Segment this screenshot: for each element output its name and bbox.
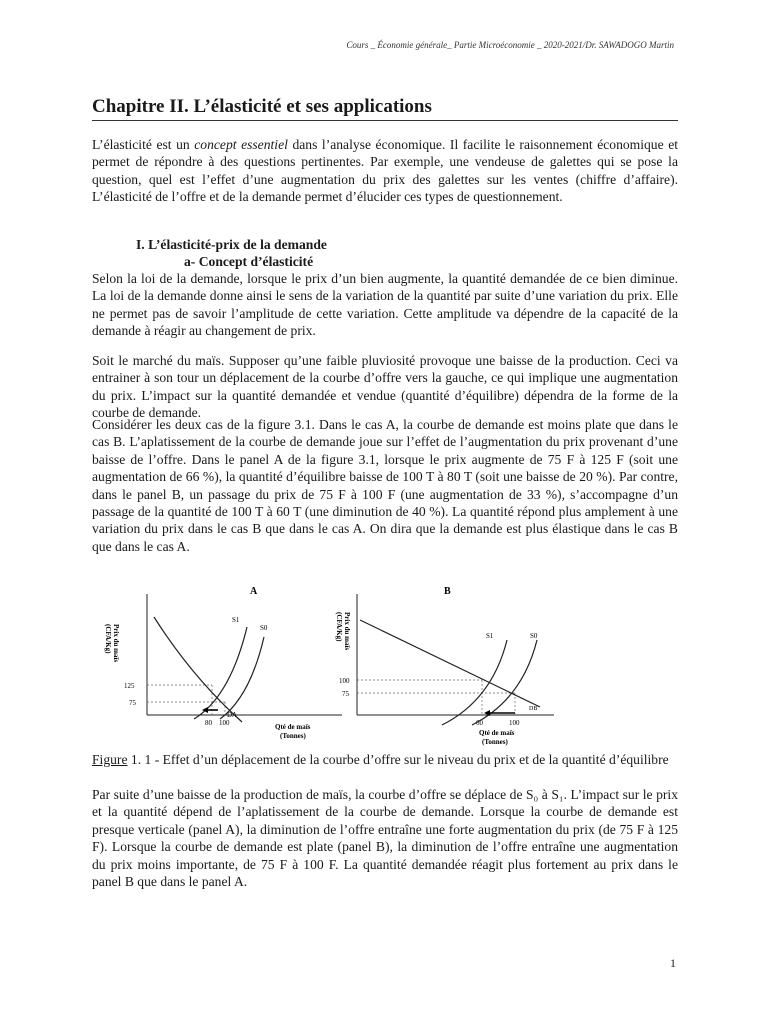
paragraph-figure-discussion: Considérer les deux cas de la figure 3.1. Dans le cas A, la courbe de demande est moins plate que dans le cas B. L’aplatissement de la courbe de demande joue sur l’effet de l’augmentation du prix provenant d’une baisse de l’offre. Dans le panel A de la figure 3.1, lorsque le prix augmente de 75 F à 125 F (soit une augmentation de 66 %), la quantité d’équilibre baisse de 100 T à 80 T (soit une baisse de 20 %). Par contre, dans le panel B, un passage du prix de 75 F à 100 F (une augmentation de 33 %), s’accompagne d’un passage de la quantité de 100 T à 60 T (une diminution de 40 %). La quantité répond plus amplement à une variation du prix dans le cas B que dans le cas A. On dira que la demande est plus élastique dans le cas B que dans le cas A. (92, 417, 678, 554)
panel-a-s0-label: S0 (260, 624, 268, 632)
panel-a-price-tick-125: 125 (124, 682, 135, 690)
intro-text-end: dans l’analyse économique. Il facilite le raisonnement économique et permet de répondre à des questions pertinentes. Par exemple, une vendeuse de galettes qui se pose la question, quel est l’effet d’une augmentation du prix des galettes sur les ventes (chiffre d’affaire). L’élasticité de l’offre et de la demande permet d’élucider ces types de questionnement. (92, 137, 679, 205)
intro-paragraph (92, 136, 678, 206)
panel-b-qty-tick-60: 60 (476, 719, 483, 727)
chapter-title: Chapitre II. L’élasticité et ses applications (92, 96, 678, 121)
panel-b-price-tick-100: 100 (339, 677, 350, 685)
panel-b-s0-label: S0 (530, 632, 538, 640)
panel-b-s1-label: S1 (486, 632, 494, 640)
intro-emphasis: concept essentiel (194, 137, 288, 152)
panel-a-demand-curve (154, 617, 242, 722)
panel-a-ylabel-unit: (CFA/Kg) (104, 624, 112, 654)
panel-a-qty-tick-80: 80 (205, 719, 212, 727)
paragraph-maize-market: Soit le marché du maïs. Supposer qu’une faible pluviosité provoque une baisse de la production. Ceci va entrainer à son tour un déplacement de la courbe d’offre vers la gauche, ce qui implique une augmentation du prix. L’impact sur la quantité demandée et vendue (quantité d’équilibre) dépendra de la forme de la courbe de demande. (92, 353, 678, 421)
panel-b-qty-tick-100: 100 (509, 719, 520, 727)
panel-a (104, 586, 342, 740)
panel-b-demand-curve (360, 620, 540, 707)
panel-a-supply-s1 (194, 627, 247, 719)
section-heading: I. L’élasticité-prix de la demande (136, 237, 327, 252)
panel-b-price-tick-75: 75 (342, 690, 349, 698)
page-number: 1 (670, 956, 676, 970)
panel-a-label: A (250, 586, 258, 597)
paragraph-demand-law: Selon la loi de la demande, lorsque le prix d’un bien augmente, la quantité demandée de ce bien diminue. La loi de la demande donne ainsi le sens de la variation de la quantité par suite d’une variation du prix. Elle ne permet pas de savoir l’amplitude de cette variation. Cette amplitude va dépendre de la capacité de la demande à réagir au changement de prix. (92, 271, 678, 339)
panel-a-xlabel: Qté de maïs (275, 723, 311, 731)
panel-a-price-tick-75: 75 (129, 699, 136, 707)
panel-b (335, 586, 554, 746)
caption-text: 1. 1 - Effet d’un déplacement de la courbe d’offre sur le niveau du prix et de la quantité d’équilibre (127, 752, 669, 767)
panel-b-xlabel-unit: (Tonnes) (482, 738, 508, 746)
panel-a-demand-label: DA (227, 711, 238, 719)
figure-caption (92, 751, 678, 768)
panel-a-s1-label: S1 (232, 616, 240, 624)
subsection-heading: a- Concept d’élasticité (184, 254, 314, 269)
intro-text-start: L’élasticité est un (92, 137, 195, 152)
running-header: Cours _ Économie générale_ Partie Microéconomie _ 2020-2021/Dr. SAWADOGO Martin (346, 40, 674, 50)
figure-supply-shift (92, 572, 562, 750)
panel-b-xlabel: Qté de maïs (479, 729, 515, 737)
paragraph-conclusion: Par suite d’une baisse de la production de maïs, la courbe d’offre se déplace de S₀ à S₁. L’impact sur le prix et la quantité dépend de l’aplatissement de la courbe de demande. Lorsque la courbe de demande est presque verticale (panel A), la diminution de l’offre entraîne une forte augmentation du prix (de 75 F à 125 F). Lorsque la courbe de demande est plate (panel B), la diminution de l’offre entraîne une augmentation du prix moins importante, de 75 F à 100 F. La quantité demandée réagit plus fortement au prix dans le panel B que dans le panel A. (92, 787, 678, 890)
panel-b-ylabel-unit: (CFA/Kg) (335, 612, 343, 642)
panel-b-label: B (444, 586, 451, 597)
caption-label: Figure (92, 752, 128, 767)
panel-b-ylabel: Prix du maïs (343, 612, 351, 651)
panel-a-xlabel-unit: (Tonnes) (280, 732, 306, 740)
panel-b-demand-label: DB (529, 706, 538, 712)
panel-a-ylabel: Prix du maïs (112, 624, 120, 663)
panel-a-qty-tick-100: 100 (219, 719, 230, 727)
